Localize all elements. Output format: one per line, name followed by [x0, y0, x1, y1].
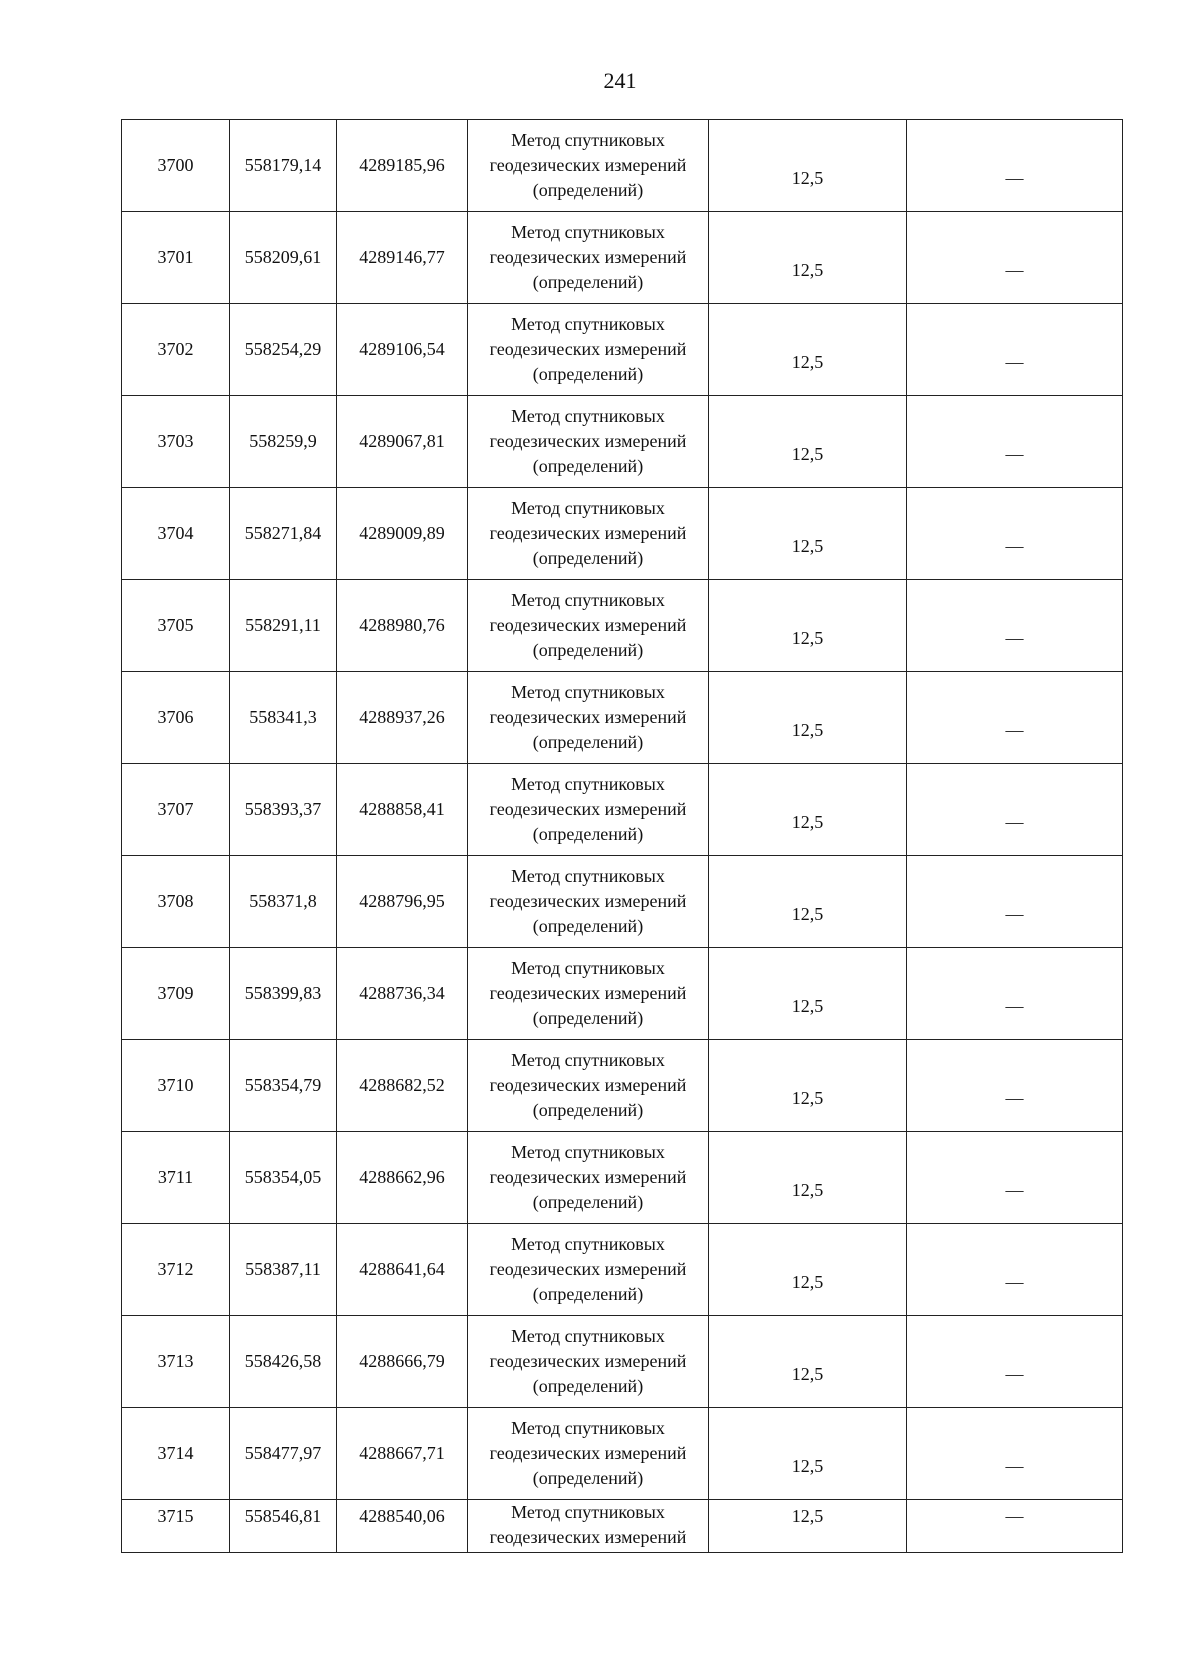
method-line: Метод спутниковых [511, 314, 665, 334]
method-line: (определений) [532, 180, 644, 200]
accuracy-cell: 12,5 [709, 120, 907, 212]
point-number-cell: 3711 [122, 1132, 230, 1224]
x-coordinate-cell: 558254,29 [230, 304, 337, 396]
method-line: (определений) [532, 364, 644, 384]
method-cell [468, 580, 709, 672]
method-line: геодезических измерений [489, 983, 687, 1003]
table-row [122, 1132, 1123, 1224]
y-coordinate-cell: 4289146,77 [337, 212, 468, 304]
method-line: (определений) [532, 456, 644, 476]
note-cell: — [907, 488, 1123, 580]
method-cell [468, 1500, 709, 1553]
x-coordinate-cell: 558209,61 [230, 212, 337, 304]
accuracy-cell: 12,5 [709, 1040, 907, 1132]
coordinates-table-body [122, 120, 1123, 1553]
x-coordinate-cell: 558179,14 [230, 120, 337, 212]
x-coordinate-cell: 558393,37 [230, 764, 337, 856]
method-line: Метод спутниковых [511, 406, 665, 426]
table-row [122, 764, 1123, 856]
method-line: геодезических измерений [489, 707, 687, 727]
x-coordinate-cell: 558426,58 [230, 1316, 337, 1408]
method-line: (определений) [532, 272, 644, 292]
method-cell [468, 764, 709, 856]
accuracy-cell: 12,5 [709, 304, 907, 396]
method-line: Метод спутниковых [511, 866, 665, 886]
x-coordinate-cell: 558341,3 [230, 672, 337, 764]
method-line: геодезических измерений [489, 523, 687, 543]
table-row [122, 948, 1123, 1040]
y-coordinate-cell: 4288796,95 [337, 856, 468, 948]
method-cell [468, 948, 709, 1040]
accuracy-cell: 12,5 [709, 580, 907, 672]
method-line: геодезических измерений [489, 431, 687, 451]
y-coordinate-cell: 4289067,81 [337, 396, 468, 488]
note-cell: — [907, 120, 1123, 212]
y-coordinate-cell: 4288980,76 [337, 580, 468, 672]
coordinates-table [121, 119, 1123, 1553]
method-cell [468, 672, 709, 764]
accuracy-cell: 12,5 [709, 1132, 907, 1224]
note-cell: — [907, 1224, 1123, 1316]
point-number-cell: 3702 [122, 304, 230, 396]
method-line: (определений) [532, 1192, 644, 1212]
x-coordinate-cell: 558259,9 [230, 396, 337, 488]
note-cell: — [907, 580, 1123, 672]
point-number-cell: 3709 [122, 948, 230, 1040]
note-cell: — [907, 672, 1123, 764]
accuracy-cell: 12,5 [709, 1408, 907, 1500]
table-row [122, 1408, 1123, 1500]
point-number-cell: 3714 [122, 1408, 230, 1500]
method-line: (определений) [532, 1284, 644, 1304]
accuracy-cell: 12,5 [709, 948, 907, 1040]
method-cell [468, 212, 709, 304]
accuracy-cell: 12,5 [709, 1224, 907, 1316]
note-cell: — [907, 948, 1123, 1040]
y-coordinate-cell: 4289106,54 [337, 304, 468, 396]
method-cell [468, 1408, 709, 1500]
accuracy-cell: 12,5 [709, 856, 907, 948]
method-cell [468, 1040, 709, 1132]
y-coordinate-cell: 4288937,26 [337, 672, 468, 764]
method-line: геодезических измерений [489, 1167, 687, 1187]
note-cell: — [907, 1500, 1123, 1553]
table-row [122, 1040, 1123, 1132]
note-cell: — [907, 1040, 1123, 1132]
method-line: Метод спутниковых [511, 130, 665, 150]
point-number-cell: 3713 [122, 1316, 230, 1408]
x-coordinate-cell: 558354,79 [230, 1040, 337, 1132]
method-line: геодезических измерений [489, 1351, 687, 1371]
method-line: Метод спутниковых [511, 1234, 665, 1254]
table-row [122, 304, 1123, 396]
note-cell: — [907, 304, 1123, 396]
note-cell: — [907, 1132, 1123, 1224]
page-number: 241 [603, 68, 637, 93]
accuracy-cell: 12,5 [709, 396, 907, 488]
method-line: Метод спутниковых [511, 958, 665, 978]
y-coordinate-cell: 4288858,41 [337, 764, 468, 856]
method-line: (определений) [532, 640, 644, 660]
method-line: геодезических измерений [489, 1527, 687, 1547]
method-line: Метод спутниковых [511, 1418, 665, 1438]
method-line: Метод спутниковых [511, 1142, 665, 1162]
table-row [122, 1316, 1123, 1408]
method-cell [468, 120, 709, 212]
point-number-cell: 3712 [122, 1224, 230, 1316]
accuracy-cell: 12,5 [709, 1500, 907, 1553]
x-coordinate-cell: 558477,97 [230, 1408, 337, 1500]
table-row [122, 1224, 1123, 1316]
accuracy-cell: 12,5 [709, 212, 907, 304]
point-number-cell: 3715 [122, 1500, 230, 1553]
point-number-cell: 3708 [122, 856, 230, 948]
point-number-cell: 3705 [122, 580, 230, 672]
x-coordinate-cell: 558291,11 [230, 580, 337, 672]
table-row [122, 1500, 1123, 1553]
method-line: Метод спутниковых [511, 222, 665, 242]
accuracy-cell: 12,5 [709, 764, 907, 856]
note-cell: — [907, 212, 1123, 304]
method-line: (определений) [532, 1468, 644, 1488]
y-coordinate-cell: 4288662,96 [337, 1132, 468, 1224]
y-coordinate-cell: 4288641,64 [337, 1224, 468, 1316]
x-coordinate-cell: 558354,05 [230, 1132, 337, 1224]
y-coordinate-cell: 4289009,89 [337, 488, 468, 580]
method-line: Метод спутниковых [511, 1502, 665, 1522]
method-line: Метод спутниковых [511, 1050, 665, 1070]
method-line: Метод спутниковых [511, 498, 665, 518]
x-coordinate-cell: 558371,8 [230, 856, 337, 948]
method-line: Метод спутниковых [511, 682, 665, 702]
method-line: геодезических измерений [489, 891, 687, 911]
method-cell [468, 1132, 709, 1224]
method-line: (определений) [532, 1100, 644, 1120]
table-row [122, 672, 1123, 764]
point-number-cell: 3701 [122, 212, 230, 304]
table-row [122, 120, 1123, 212]
accuracy-cell: 12,5 [709, 1316, 907, 1408]
table-row [122, 580, 1123, 672]
method-cell [468, 1224, 709, 1316]
y-coordinate-cell: 4288666,79 [337, 1316, 468, 1408]
method-line: (определений) [532, 548, 644, 568]
y-coordinate-cell: 4288682,52 [337, 1040, 468, 1132]
method-line: Метод спутниковых [511, 774, 665, 794]
accuracy-cell: 12,5 [709, 488, 907, 580]
note-cell: — [907, 1408, 1123, 1500]
x-coordinate-cell: 558271,84 [230, 488, 337, 580]
y-coordinate-cell: 4288667,71 [337, 1408, 468, 1500]
method-line: (определений) [532, 1008, 644, 1028]
x-coordinate-cell: 558546,81 [230, 1500, 337, 1553]
method-line: геодезических измерений [489, 155, 687, 175]
method-line: геодезических измерений [489, 799, 687, 819]
method-cell [468, 856, 709, 948]
point-number-cell: 3704 [122, 488, 230, 580]
method-line: геодезических измерений [489, 339, 687, 359]
method-cell [468, 488, 709, 580]
method-cell [468, 1316, 709, 1408]
method-line: (определений) [532, 1376, 644, 1396]
method-line: геодезических измерений [489, 247, 687, 267]
method-line: (определений) [532, 824, 644, 844]
y-coordinate-cell: 4288736,34 [337, 948, 468, 1040]
method-line: геодезических измерений [489, 1259, 687, 1279]
point-number-cell: 3707 [122, 764, 230, 856]
method-line: Метод спутниковых [511, 1326, 665, 1346]
x-coordinate-cell: 558399,83 [230, 948, 337, 1040]
table-row [122, 488, 1123, 580]
y-coordinate-cell: 4289185,96 [337, 120, 468, 212]
method-line: геодезических измерений [489, 615, 687, 635]
point-number-cell: 3706 [122, 672, 230, 764]
method-line: геодезических измерений [489, 1075, 687, 1095]
point-number-cell: 3710 [122, 1040, 230, 1132]
table-row [122, 212, 1123, 304]
note-cell: — [907, 396, 1123, 488]
method-cell [468, 396, 709, 488]
x-coordinate-cell: 558387,11 [230, 1224, 337, 1316]
point-number-cell: 3700 [122, 120, 230, 212]
method-line: (определений) [532, 732, 644, 752]
note-cell: — [907, 856, 1123, 948]
method-cell [468, 304, 709, 396]
method-line: Метод спутниковых [511, 590, 665, 610]
accuracy-cell: 12,5 [709, 672, 907, 764]
note-cell: — [907, 764, 1123, 856]
method-line: (определений) [532, 916, 644, 936]
point-number-cell: 3703 [122, 396, 230, 488]
table-row [122, 396, 1123, 488]
method-line: геодезических измерений [489, 1443, 687, 1463]
note-cell: — [907, 1316, 1123, 1408]
table-row [122, 856, 1123, 948]
y-coordinate-cell: 4288540,06 [337, 1500, 468, 1553]
